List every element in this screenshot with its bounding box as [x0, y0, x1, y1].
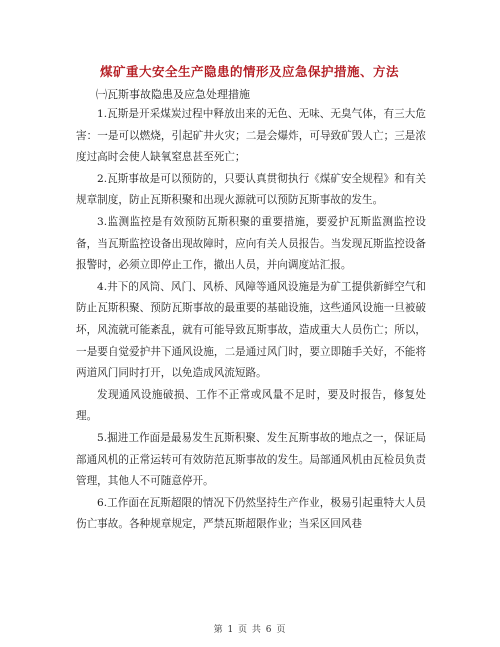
paragraph-3: 3.监测监控是有效预防瓦斯积聚的重要措施，要爱护瓦斯监测监控设备，当瓦斯监控设备出现故障时，应向有关人员报告。当发现瓦斯监控设备报警时，必须立即停止工作，撤出人员，并向调度站汇报。	[76, 215, 426, 272]
paragraph-4: 4.井下的风筒、风门、风桥、风障等通风设施是为矿工提供新鲜空气和防止瓦斯积聚、预防瓦斯事故的最重要的基础设施，这些通风设施一旦被破坏，风流就可能紊乱，就有可能导致瓦斯事故，造成重大人员伤亡；所以，一是要自觉爱护井下通风设施，二是通过风门时，要立即随手关好，不能将两道风门同时打开，以免造成风流短路。	[76, 280, 426, 380]
paragraph-4-note: 发现通风设施破损、工作不正常或风量不足时，要及时报告，修复处理。	[76, 388, 426, 423]
section-heading: ㈠瓦斯事故隐患及应急处理措施	[96, 88, 250, 101]
paragraph-6: 6.工作面在瓦斯超限的情况下仍然坚持生产作业，极易引起重特大人员伤亡事故。各种规章规定，严禁瓦斯超限作业；当采区回风巷	[76, 496, 426, 531]
paragraph-1: 1.瓦斯是开采煤炭过程中释放出来的无色、无味、无臭气体，有三大危害：一是可以燃烧，引起矿井火灾；二是会爆炸，可导致矿毁人亡；三是浓度过高时会使人缺氧窒息甚至死亡；	[76, 108, 426, 164]
page-footer: 第 1 页 共 6 页	[213, 625, 287, 635]
paragraph-2: 2.瓦斯事故是可以预防的，只要认真贯彻执行《煤矿安全规程》和有关规章制度，防止瓦斯积聚和出现火源就可以预防瓦斯事故的发生。	[76, 172, 426, 207]
document-title: 煤矿重大安全生产隐患的情形及应急保护措施、方法	[100, 64, 400, 79]
paragraph-5: 5.掘进工作面是最易发生瓦斯积聚、发生瓦斯事故的地点之一，保证局部通风机的正常运转可有效防范瓦斯事故的发生。局部通风机由瓦检员负责管理，其他人不可随意停开。	[76, 431, 426, 488]
body-text	[76, 104, 426, 536]
